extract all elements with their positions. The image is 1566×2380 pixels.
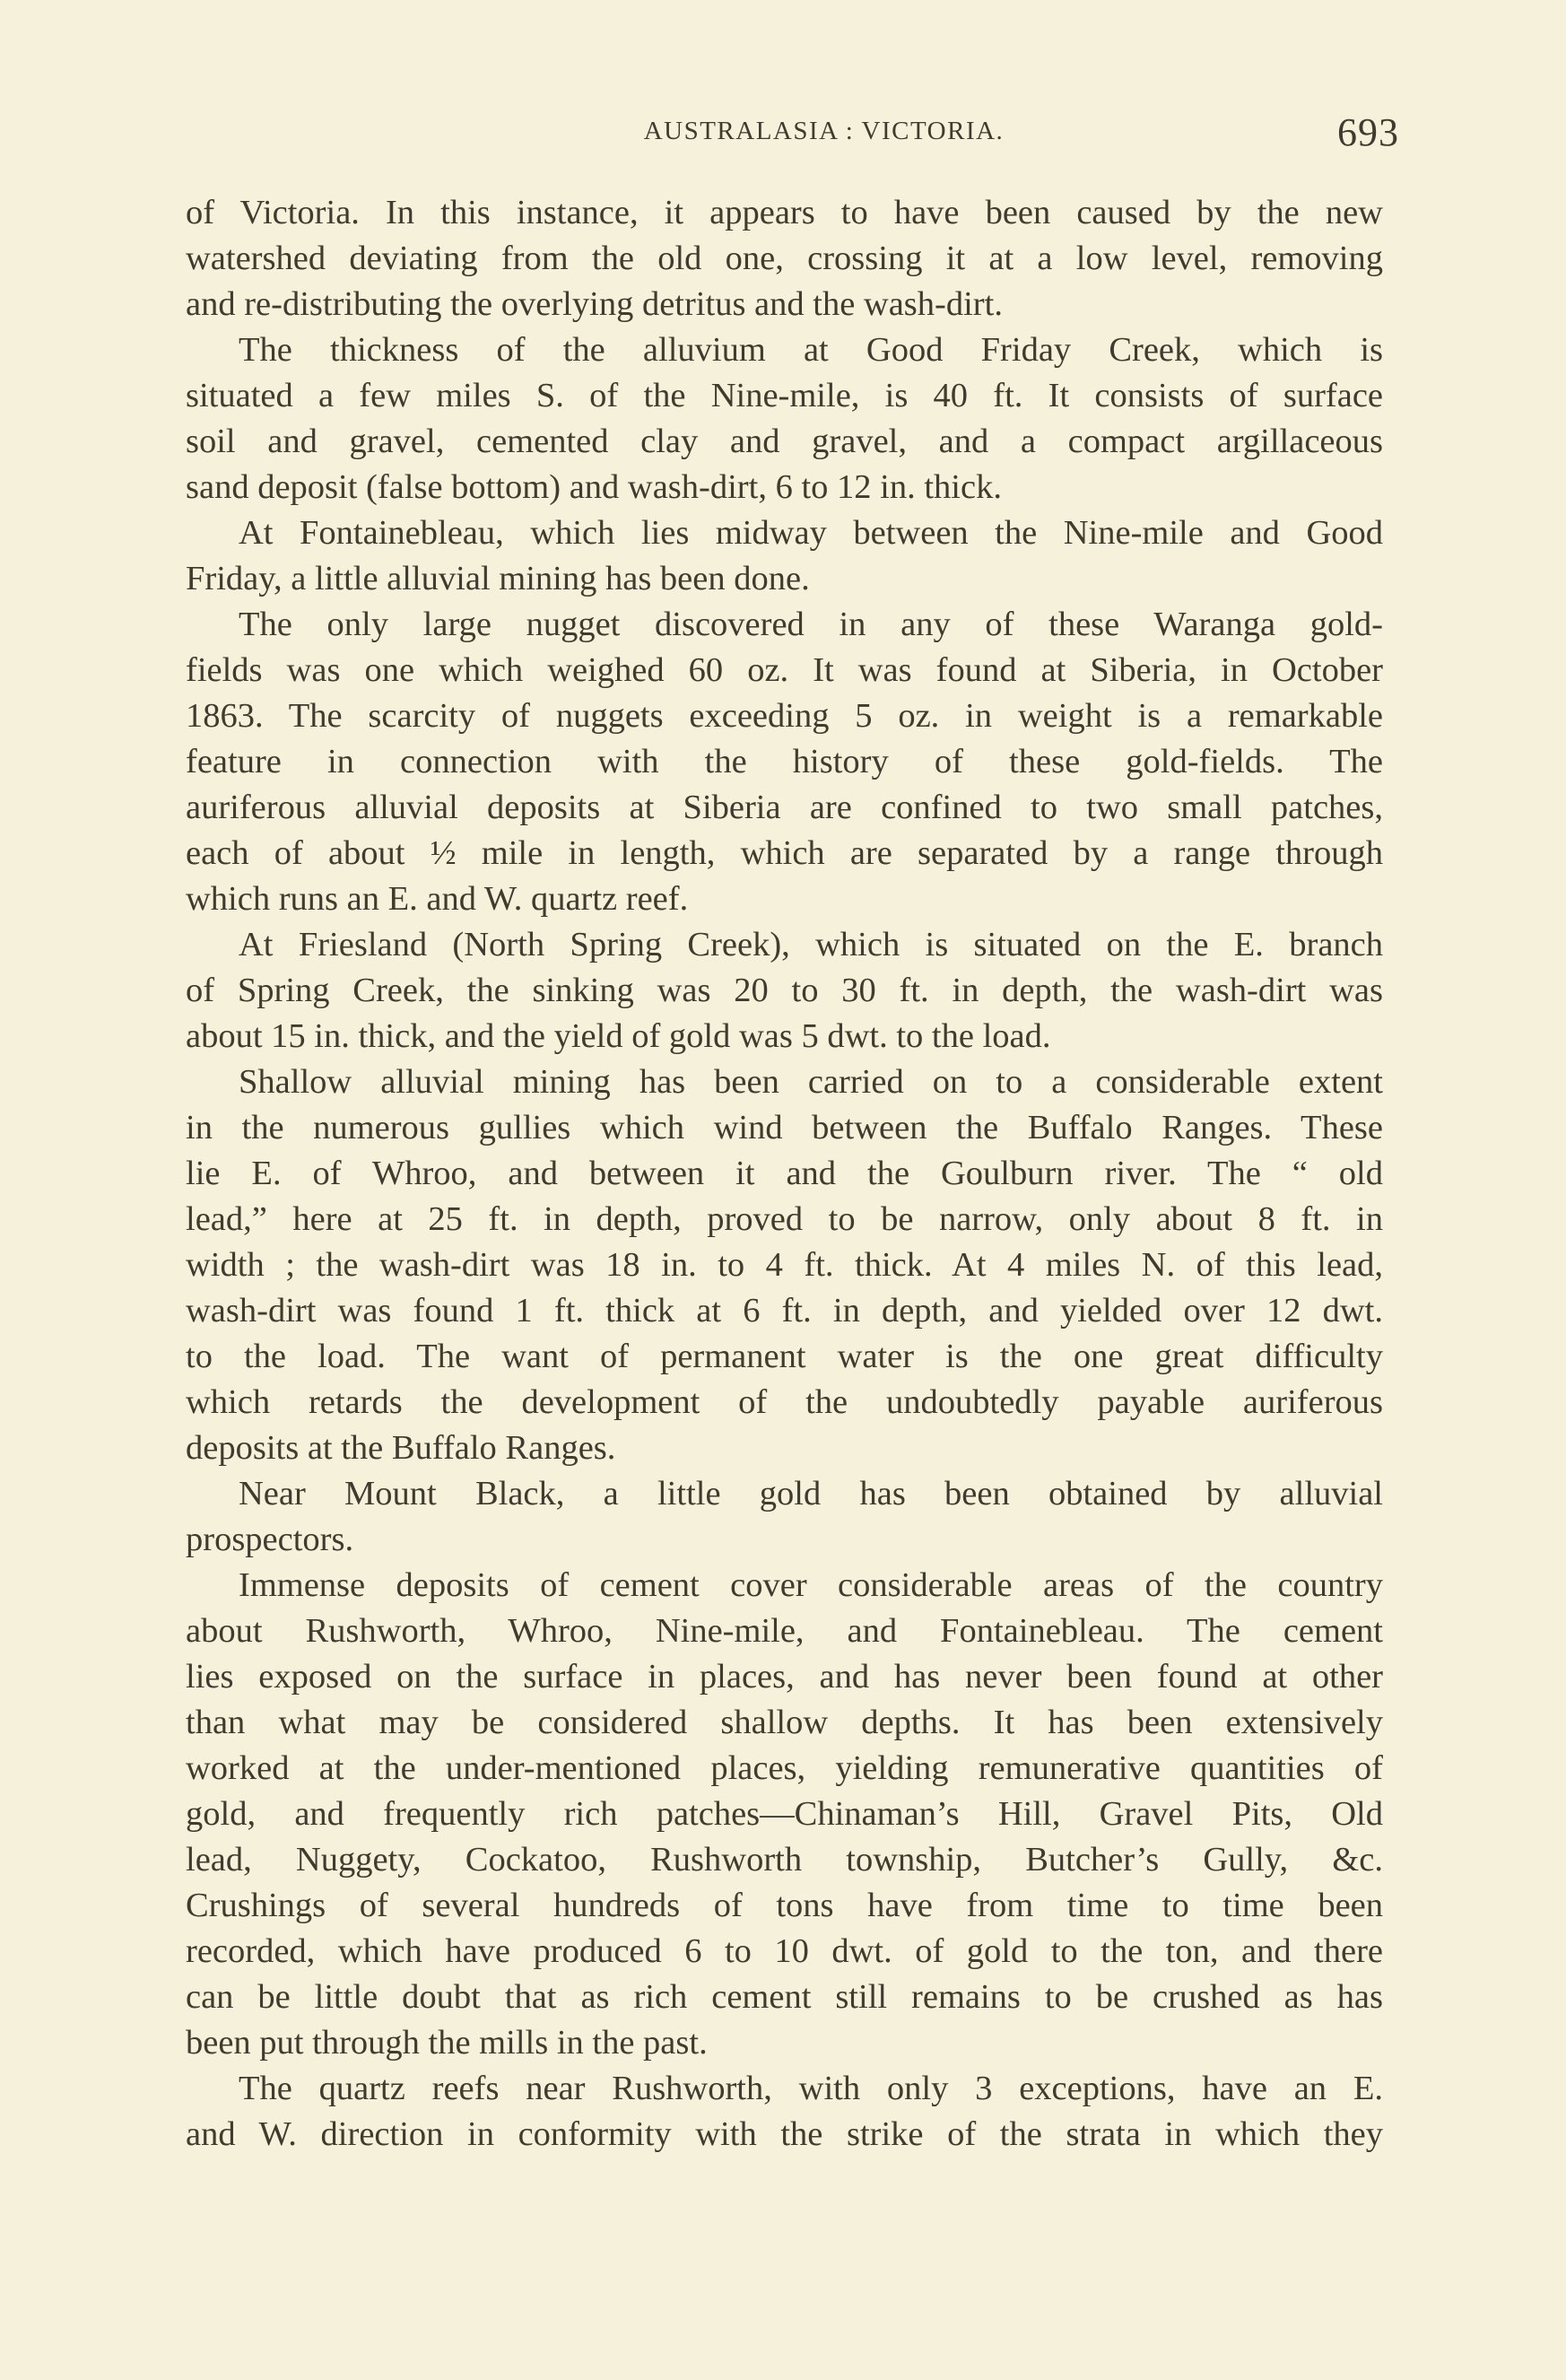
page-number: 693 [1337, 110, 1399, 154]
text-line: Shallow alluvial mining has been carried on to a considerable extent [239, 1063, 1383, 1101]
paragraph [186, 1563, 1383, 2066]
text-line: 1863. The scarcity of nuggets exceeding 5 oz. in weight is a remarkable [186, 697, 1383, 735]
text-line: worked at the under-mentioned places, yielding remunerative quantities of [186, 1749, 1383, 1787]
text-line: sand deposit (false bottom) and wash-dirt, 6 to 12 in. thick. [186, 468, 1002, 506]
paragraph [186, 1059, 1383, 1471]
text-line: The quartz reefs near Rushworth, with only 3 exceptions, have an E. [239, 2070, 1383, 2107]
text-line: situated a few miles S. of the Nine-mile, is 40 ft. It consists of surface [186, 377, 1383, 414]
text-line: recorded, which have produced 6 to 10 dwt. of gold to the ton, and there [186, 1932, 1383, 1970]
paragraph [186, 1471, 1383, 1563]
body-text [186, 190, 1383, 2158]
paragraph [186, 2066, 1383, 2158]
running-title: AUSTRALASIA : VICTORIA. [643, 117, 1005, 145]
text-line: prospectors. [186, 1521, 354, 1558]
text-line: lies exposed on the surface in places, and has never been found at other [186, 1658, 1383, 1696]
text-line: lie E. of Whroo, and between it and the Goulburn river. The “ old [186, 1155, 1383, 1192]
text-line: can be little doubt that as rich cement still remains to be crushed as has [186, 1978, 1383, 2016]
text-line: The only large nugget discovered in any of these Waranga gold- [239, 606, 1383, 643]
text-line: and W. direction in conformity with the strike of the strata in which they [186, 2115, 1383, 2153]
text-line: width ; the wash-dirt was 18 in. to 4 ft. thick. At 4 miles N. of this lead, [186, 1246, 1383, 1284]
text-line: in the numerous gullies which wind between the Buffalo Ranges. These [186, 1109, 1383, 1146]
text-line: lead, Nuggety, Cockatoo, Rushworth township, Butcher’s Gully, &c. [186, 1841, 1383, 1879]
paragraph [186, 327, 1383, 510]
text-line: feature in connection with the history of these gold-fields. The [186, 743, 1383, 780]
text-line: deposits at the Buffalo Ranges. [186, 1429, 616, 1467]
text-line: At Friesland (North Spring Creek), which is situated on the E. branch [239, 926, 1383, 963]
running-header [186, 109, 1399, 156]
text-line: soil and gravel, cemented clay and gravel, and a compact argillaceous [186, 423, 1383, 460]
text-line: The thickness of the alluvium at Good Friday Creek, which is [239, 331, 1383, 369]
text-line: lead,” here at 25 ft. in depth, proved to be narrow, only about 8 ft. in [186, 1200, 1383, 1238]
text-line: which retards the development of the undoubtedly payable auriferous [186, 1383, 1383, 1421]
text-line: Crushings of several hundreds of tons have from time to time been [186, 1887, 1383, 1924]
text-line: to the load. The want of permanent water is the one great difficulty [186, 1338, 1383, 1375]
text-line: fields was one which weighed 60 oz. It was found at Siberia, in October [186, 651, 1383, 689]
text-line: of Victoria. In this instance, it appears to have been caused by the new [186, 194, 1383, 231]
text-line: Friday, a little alluvial mining has been done. [186, 560, 810, 597]
text-line: than what may be considered shallow depths. It has been extensively [186, 1704, 1383, 1741]
paragraph [186, 602, 1383, 922]
text-line: auriferous alluvial deposits at Siberia are confined to two small patches, [186, 789, 1383, 826]
text-line: about 15 in. thick, and the yield of gold was 5 dwt. to the load. [186, 1017, 1051, 1055]
text-line: been put through the mills in the past. [186, 2024, 708, 2062]
text-line: about Rushworth, Whroo, Nine-mile, and Fontainebleau. The cement [186, 1612, 1383, 1650]
text-line: and re-distributing the overlying detritus and the wash-dirt. [186, 285, 1003, 323]
paragraph [186, 922, 1383, 1059]
text-line: of Spring Creek, the sinking was 20 to 30 ft. in depth, the wash-dirt was [186, 972, 1383, 1009]
text-line: Immense deposits of cement cover considerable areas of the country [239, 1566, 1383, 1604]
text-line: watershed deviating from the old one, crossing it at a low level, removing [186, 240, 1383, 277]
paragraph [186, 190, 1383, 327]
text-line: wash-dirt was found 1 ft. thick at 6 ft. in depth, and yielded over 12 dwt. [186, 1292, 1383, 1329]
paragraph [186, 510, 1383, 602]
text-line: gold, and frequently rich patches—Chinaman’s Hill, Gravel Pits, Old [186, 1795, 1383, 1833]
text-line: each of about ½ mile in length, which are separated by a range through [186, 834, 1383, 872]
text-line: which runs an E. and W. quartz reef. [186, 880, 689, 918]
text-line: At Fontainebleau, which lies midway between the Nine-mile and Good [239, 514, 1383, 552]
text-line: Near Mount Black, a little gold has been obtained by alluvial [239, 1475, 1383, 1513]
